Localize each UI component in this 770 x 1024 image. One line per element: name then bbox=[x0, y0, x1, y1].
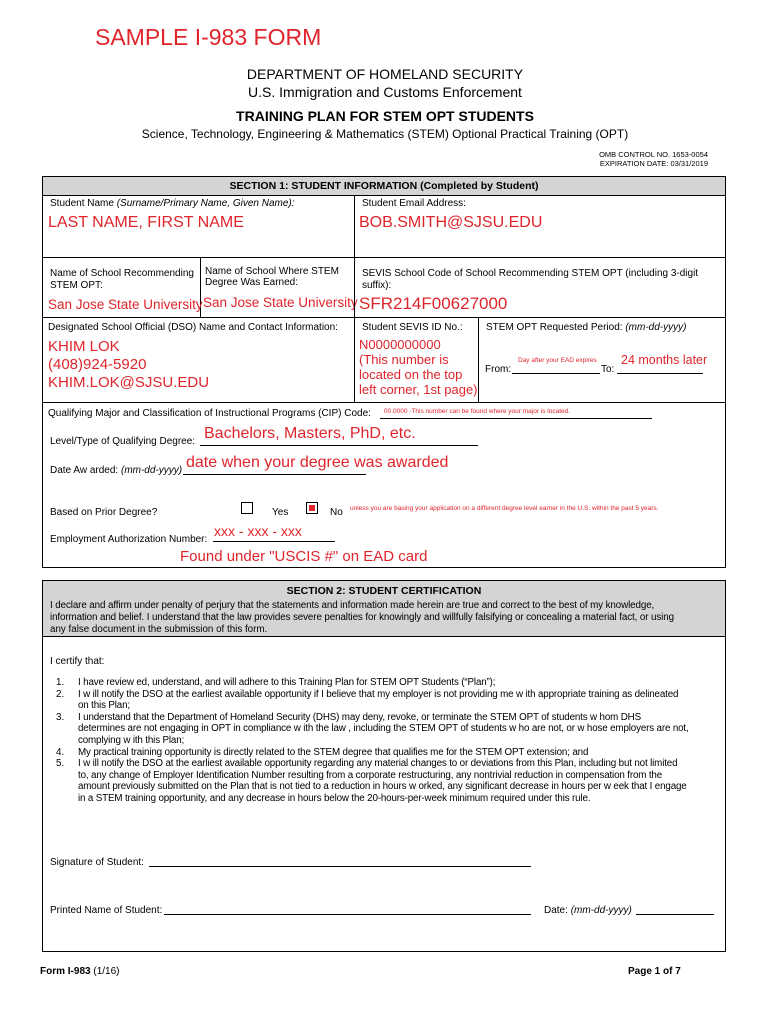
sevis-id-note-3: left corner, 1st page) bbox=[359, 382, 478, 397]
sevis-school-code-value[interactable]: SFR214F00627000 bbox=[359, 294, 508, 313]
signature-label: Signature of Student: bbox=[50, 857, 144, 868]
cert-item-text: I understand that the Department of Homeland Security (DHS) may deny, revoke, or terminate the STEM OPT of students w hom DHS bbox=[78, 711, 641, 723]
cip-label: Qualifying Major and Classification of Instructional Programs (CIP) Code: bbox=[48, 408, 371, 419]
cert-item-text: on this Plan; bbox=[78, 700, 130, 712]
cert-item-text: I w ill notify the DSO at the earliest available opportunity regarding any material changes to or deviations from this Plan, including but not limited bbox=[78, 758, 678, 770]
date-awarded-value[interactable]: date when your degree was awarded bbox=[186, 454, 449, 471]
period-label: STEM OPT Requested Period: (mm-dd-yyyy) bbox=[486, 322, 687, 333]
cert-item-text: in a STEM training opportunity, and any decrease in hours below the 20-hours-per-week minimum required under this rule. bbox=[78, 793, 591, 804]
from-value[interactable]: Day after your EAD expires bbox=[518, 357, 597, 364]
degree-level-value[interactable]: Bachelors, Masters, PhD, etc. bbox=[204, 425, 416, 442]
printed-name-label: Printed Name of Student: bbox=[50, 905, 163, 916]
dso-name[interactable]: KHIM LOK bbox=[48, 338, 120, 355]
school-recommending-label: Name of School Recommending bbox=[50, 268, 194, 279]
prior-degree-label: Based on Prior Degree? bbox=[50, 507, 158, 518]
cert-item-number: 4. bbox=[56, 746, 65, 758]
to-label: To: bbox=[601, 364, 615, 375]
signature-line[interactable] bbox=[149, 866, 531, 867]
degree-level-label: Level/Type of Qualifying Degree: bbox=[50, 436, 196, 447]
dso-label: Designated School Official (DSO) Name and Contact Information: bbox=[48, 322, 338, 333]
printed-name-line[interactable] bbox=[164, 914, 531, 915]
ead-note: Found under "USCIS #" on EAD card bbox=[180, 548, 428, 565]
student-name-label: Student Name (Surname/Primary Name, Given Name): bbox=[50, 198, 295, 209]
sevis-id-value[interactable]: N0000000000 bbox=[359, 337, 441, 352]
cert-item-text: My practical training opportunity is directly related to the STEM degree that qualifies me for the STEM OPT extension; and bbox=[78, 746, 589, 758]
agency-name: U.S. Immigration and Customs Enforcement bbox=[248, 84, 522, 100]
email-value[interactable]: BOB.SMITH@SJSU.EDU bbox=[359, 214, 543, 231]
student-date-line[interactable] bbox=[636, 914, 714, 915]
prior-degree-note: unless you are basing your application on a different degree level earner in the U.S. within the past 5 years. bbox=[350, 505, 659, 512]
dso-phone[interactable]: (408)924-5920 bbox=[48, 356, 147, 373]
cert-item-text: to, any change of Employer Identification Number resulting from a corporate restructuring, any nontrivial reduction in compensation from the bbox=[78, 769, 662, 781]
school-degree-value[interactable]: San Jose State University bbox=[203, 295, 358, 310]
page-number: Page 1 of 7 bbox=[628, 966, 681, 977]
form-title: TRAINING PLAN FOR STEM OPT STUDENTS bbox=[236, 108, 534, 124]
school-degree-label: Name of School Where STEM bbox=[205, 266, 339, 277]
cert-item-number: 5. bbox=[56, 758, 65, 770]
date-awarded-label: Date Aw arded: (mm-dd-yyyy) bbox=[50, 465, 183, 476]
expiration-date: EXPIRATION DATE: 03/31/2019 bbox=[599, 159, 708, 168]
sevis-id-note-1: (This number is bbox=[359, 352, 449, 367]
sevis-id-note-2: located on the top bbox=[359, 367, 463, 382]
ead-value[interactable]: xxx - xxx - xxx bbox=[214, 523, 302, 539]
email-label: Student Email Address: bbox=[362, 198, 466, 209]
prior-degree-no-checkbox[interactable] bbox=[306, 502, 318, 514]
school-recommending-value[interactable]: San Jose State University bbox=[48, 297, 203, 312]
cert-item-text: amount previously submitted on the Plan that is not tied to a reduction in hours w orked, any significant decrease in hours per w eek that I engage bbox=[78, 781, 687, 793]
declaration-line-3: any false document in the submission of this form. bbox=[50, 624, 268, 635]
section2-title: SECTION 2: STUDENT CERTIFICATION bbox=[286, 585, 482, 597]
omb-control: OMB CONTROL NO. 1653-0054 bbox=[599, 150, 708, 159]
sevis-school-code-label: SEVIS School Code of School Recommending STEM OPT (including 3-digit bbox=[362, 268, 699, 279]
cert-item-text: I w ill notify the DSO at the earliest available opportunity if I believe that my employer is not providing me w ith appropriate training as delineated bbox=[78, 688, 679, 700]
cert-item-text: I have review ed, understand, and will adhere to this Training Plan for STEM OPT Students (“Plan”); bbox=[78, 677, 496, 688]
from-label: From: bbox=[485, 364, 512, 375]
sevis-id-label: Student SEVIS ID No.: bbox=[362, 322, 463, 333]
no-label: No bbox=[330, 507, 343, 518]
department-name: DEPARTMENT OF HOMELAND SECURITY bbox=[246, 66, 524, 82]
form-id: Form I-983 (1/16) bbox=[40, 966, 120, 977]
to-value[interactable]: 24 months later bbox=[621, 353, 708, 367]
cert-item-text: determines are not engaging in OPT in compliance w ith the law , including the STEM OPT of students w ho are not, or w hose employers are not, bbox=[78, 723, 689, 735]
prior-degree-yes-checkbox[interactable] bbox=[241, 502, 253, 514]
cert-item-number: 3. bbox=[56, 711, 65, 723]
sample-title: SAMPLE I-983 FORM bbox=[95, 24, 322, 50]
cert-item-number: 2. bbox=[56, 688, 65, 700]
certify-label: I certify that: bbox=[50, 656, 105, 667]
section1-title: SECTION 1: STUDENT INFORMATION (Completed by Student) bbox=[229, 180, 539, 192]
student-name-value[interactable]: LAST NAME, FIRST NAME bbox=[48, 214, 244, 231]
declaration-line-2: information and belief. I understand that the law provides severe penalties for knowingly and willfully falsifying or concealing a material fact, or using bbox=[50, 612, 674, 623]
dso-email[interactable]: KHIM.LOK@SJSU.EDU bbox=[48, 374, 210, 391]
cert-item-text: complying w ith this Plan; bbox=[78, 735, 185, 746]
ead-label: Employment Authorization Number: bbox=[50, 534, 208, 545]
cert-item-number: 1. bbox=[56, 677, 65, 688]
form-subtitle: Science, Technology, Engineering & Mathematics (STEM) Optional Practical Training (OPT) bbox=[141, 127, 629, 141]
student-date-label: Date: (mm-dd-yyyy) bbox=[544, 905, 632, 916]
yes-label: Yes bbox=[272, 507, 289, 518]
declaration-line-1: I declare and affirm under penalty of perjury that the statements and information made herein are true and correct to the best of my knowledge, bbox=[50, 600, 655, 611]
cip-value[interactable]: 00.0000 -This number can be found where your major is located. bbox=[384, 408, 571, 415]
